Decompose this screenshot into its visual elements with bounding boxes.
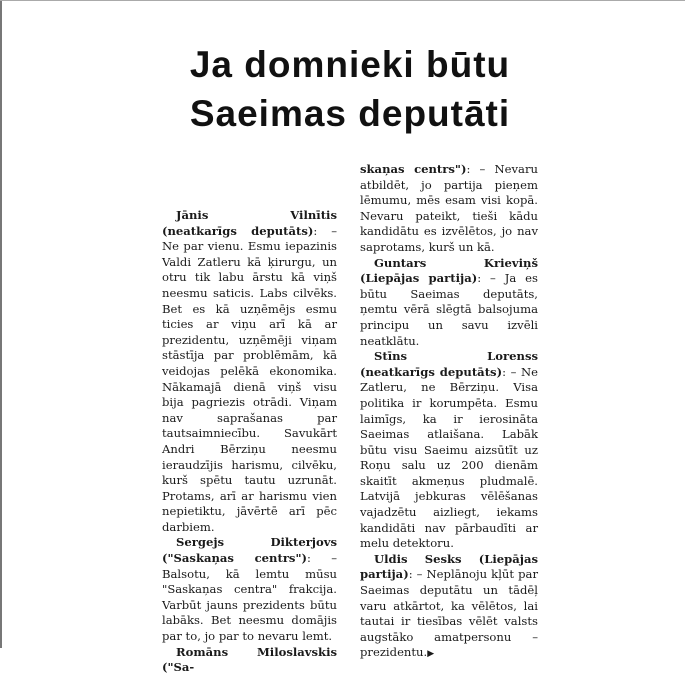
statement-text: : – Nevaru atbildēt, jo partija pieņem lēmumu, mēs esam visi kopā. Nevaru pateikt, tieši kādu kandidātu es izvēlētos, jo nav saprotams, kurš un kā. <box>360 162 538 254</box>
paragraph-vilnitis <box>162 208 337 535</box>
speaker-name: Sergejs Dikterjovs ("Saskaņas centrs") <box>162 535 337 566</box>
speaker-name: Guntars Krieviņš (Liepājas partija) <box>360 255 538 286</box>
statement-text: : – Ne par vienu. Esmu iepazinis Valdi Zatleru kā ķirurgu, un otru tik labu ārstu kā viņš neesmu saticis. Labs cilvēks. Bet es kā uzņēmējs esmu ticies ar viņu arī kā ar prezidentu, uzņēmēji viņam stāstīja par problēmām, kā veidojas pelēkā ekonomika. Nākamajā dienā viņš visu bija pagriezis otrādi. Viņam nav saprašanas par tautsaimniecību. Savukārt Andri Bērziņu neesmu ieraudzījis harismu, cilvēku, kurš spētu tautu uzrunāt. Protams, arī ar harismu vien nepietiktu, jāvērtē arī pēc darbiem. <box>162 223 337 534</box>
article-headline <box>150 40 550 138</box>
statement-text: : – Neplānoju kļūt par Saeimas deputātu un tādēļ varu atkārtot, ka vēlētos, lai tautai ir tiesības vēlēt valsts augstāko amatpersonu – prezidentu. <box>360 567 538 660</box>
paragraph-krievins <box>360 256 538 350</box>
right-column <box>360 162 538 663</box>
left-column <box>162 208 337 676</box>
paragraph-dikterjovs <box>162 535 337 644</box>
speaker-name: Jānis Vilnītis (neatkarīgs deputāts) <box>162 208 337 238</box>
page-border-left <box>0 0 2 648</box>
article-end-icon: ▶ <box>427 649 435 660</box>
paragraph-lorenss <box>360 349 538 552</box>
statement-text: : – Ne Zatleru, ne Bērziņu. Visa politika ir korumpēta. Esmu laimīgs, ka ir ierosināta Saeimas atlaišana. Labāk būtu visu Saeimu aizsūtīt uz Roņu salu uz 200 dienām skaitīt akmeņus pludmalē. Latvijā jebkuras vēlēšanas vajadzētu aizliegt, iekams kandidāti nav pārbaudīti ar melu detektoru. <box>360 364 538 551</box>
speaker-name: skaņas centrs") <box>360 162 467 176</box>
speaker-name: Romāns Miloslavskis ("Sa- <box>162 644 337 675</box>
statement-text: : – Ja es būtu Saeimas deputāts, ņemtu vērā slēgtā balsojuma principu un savu izvēli neatklātu. <box>360 271 538 348</box>
speaker-name: Uldis Sesks (Liepājas partija) <box>360 551 538 582</box>
paragraph-sesks <box>360 552 538 663</box>
statement-text: : – Balsotu, kā lemtu mūsu "Saskaņas centra" frakcija. Varbūt jauns prezidents būtu labāks. Bet neesmu domājis par to, jo par to nevaru lemt. <box>162 551 338 644</box>
headline-line-1: Ja domnieki būtu <box>189 44 511 85</box>
paragraph-miloslavskis-continued <box>360 162 538 256</box>
paragraph-miloslavskis <box>162 645 337 676</box>
headline-line-2: Saeimas deputāti <box>189 93 511 134</box>
page-border-top <box>0 0 685 1</box>
speaker-name: Stīns Lorenss (neatkarīgs deputāts) <box>360 349 538 379</box>
